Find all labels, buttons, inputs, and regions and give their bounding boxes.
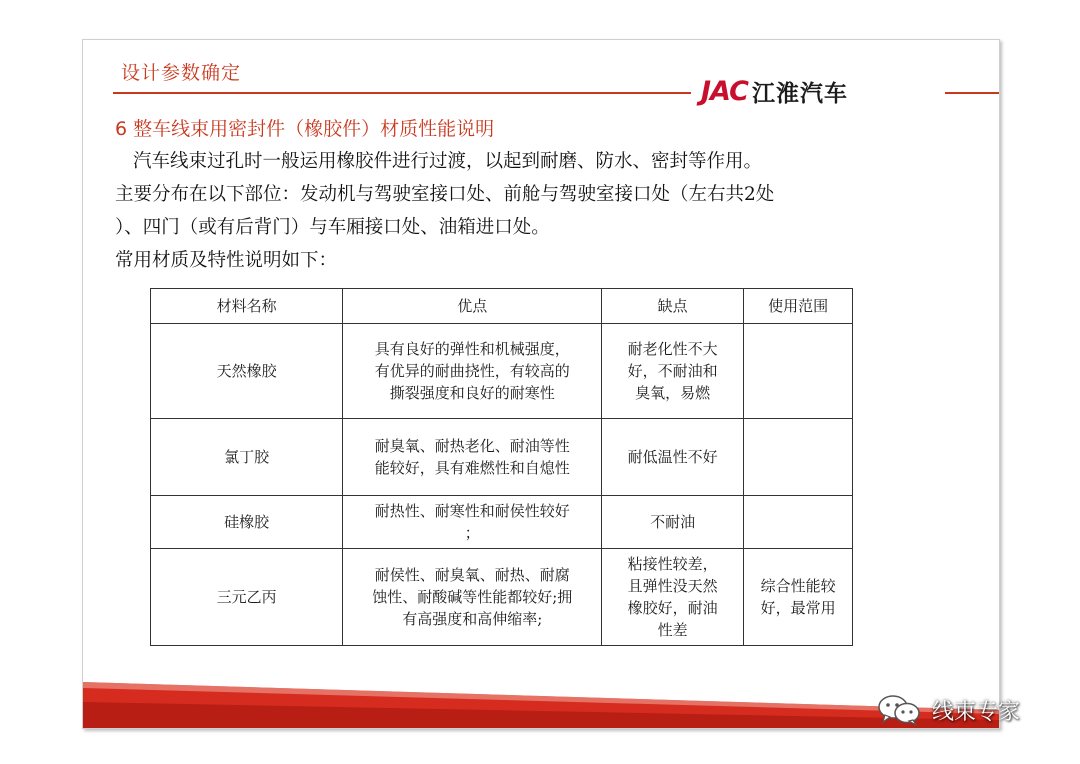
table-row bbox=[151, 496, 853, 549]
cons-cell bbox=[602, 496, 744, 549]
cell-line: 耐侯性、耐臭氧、耐热、耐腐 bbox=[374, 566, 570, 584]
cell-line: 耐臭氧、耐热老化、耐油等性 bbox=[374, 437, 570, 455]
body-line: 汽车线束过孔时一般运用橡胶件进行过渡，以起到耐磨、防水、密封等作用。 bbox=[133, 151, 763, 172]
cons-cell bbox=[602, 324, 744, 419]
cell-line: 且弹性没天然 bbox=[627, 577, 718, 595]
material-name: 三元乙丙 bbox=[151, 549, 343, 646]
cell-line: 不耐油 bbox=[650, 513, 696, 531]
header-cell: 使用范围 bbox=[744, 289, 853, 324]
watermark-text: 线束专家 bbox=[932, 699, 1021, 725]
cell-line: 耐低温性不好 bbox=[627, 448, 718, 466]
footer-stripe bbox=[83, 668, 999, 728]
material-table bbox=[150, 288, 853, 646]
cell-line: 粘接性较差， bbox=[627, 555, 718, 573]
header-divider-right bbox=[945, 92, 999, 94]
cell-line: 好，最常用 bbox=[760, 599, 836, 617]
table-header-row bbox=[151, 289, 853, 324]
scope-cell bbox=[744, 549, 853, 646]
table-row bbox=[151, 549, 853, 646]
scope-cell bbox=[744, 324, 853, 419]
slide bbox=[82, 39, 1000, 729]
cell-line: 能较好，具有难燃性和自熄性 bbox=[374, 459, 570, 477]
material-name: 天然橡胶 bbox=[151, 324, 343, 419]
material-name: 氯丁胶 bbox=[151, 419, 343, 496]
header-cell: 优点 bbox=[343, 289, 602, 324]
body-line: 主要分布在以下部位：发动机与驾驶室接口处、前舱与驾驶室接口处（左右共2处 bbox=[115, 184, 775, 205]
pros-cell bbox=[343, 549, 602, 646]
jac-logo bbox=[701, 75, 848, 108]
cell-line: 具有良好的弹性和机械强度， bbox=[374, 340, 570, 358]
cons-cell bbox=[602, 549, 744, 646]
pros-cell bbox=[343, 324, 602, 419]
material-name: 硅橡胶 bbox=[151, 496, 343, 549]
header-title: 设计参数确定 bbox=[121, 62, 242, 84]
watermark bbox=[876, 694, 1020, 726]
body-line: ）、四门（或有后背门）与车厢接口处、油箱进口处。 bbox=[115, 217, 550, 238]
cell-line: 耐热性、耐寒性和耐侯性较好 bbox=[374, 502, 570, 520]
cell-line: 耐老化性不大 bbox=[627, 340, 718, 358]
cell-line: 综合性能较 bbox=[760, 577, 836, 595]
cell-line: 有高强度和高伸缩率; bbox=[402, 610, 543, 628]
cell-line: 橡胶好，耐油 bbox=[627, 599, 718, 617]
logo-name: 江淮汽车 bbox=[751, 81, 848, 107]
cons-cell bbox=[602, 419, 744, 496]
scope-cell bbox=[744, 496, 853, 549]
table-row bbox=[151, 324, 853, 419]
section-title: 6 整车线束用密封件（橡胶件）材质性能说明 bbox=[115, 118, 495, 140]
table-row bbox=[151, 419, 853, 496]
wechat-icon bbox=[876, 694, 922, 726]
cell-line: 蚀性、耐酸碱等性能都较好;拥 bbox=[372, 588, 573, 606]
logo-brand: JAC bbox=[701, 76, 748, 107]
cell-line: 好，不耐油和 bbox=[627, 362, 718, 380]
header-cell: 材料名称 bbox=[151, 289, 343, 324]
cell-line: 性差 bbox=[657, 621, 688, 639]
scope-cell bbox=[744, 419, 853, 496]
header-divider bbox=[113, 92, 691, 94]
cell-line: 臭氧，易燃 bbox=[635, 384, 711, 402]
cell-line: 撕裂强度和良好的耐寒性 bbox=[389, 384, 555, 402]
cell-line: 有优异的耐曲挠性，有较高的 bbox=[374, 362, 570, 380]
body-line: 常用材质及特性说明如下： bbox=[115, 250, 338, 271]
header-cell: 缺点 bbox=[602, 289, 744, 324]
cell-line: ； bbox=[464, 524, 480, 542]
pros-cell bbox=[343, 496, 602, 549]
pros-cell bbox=[343, 419, 602, 496]
